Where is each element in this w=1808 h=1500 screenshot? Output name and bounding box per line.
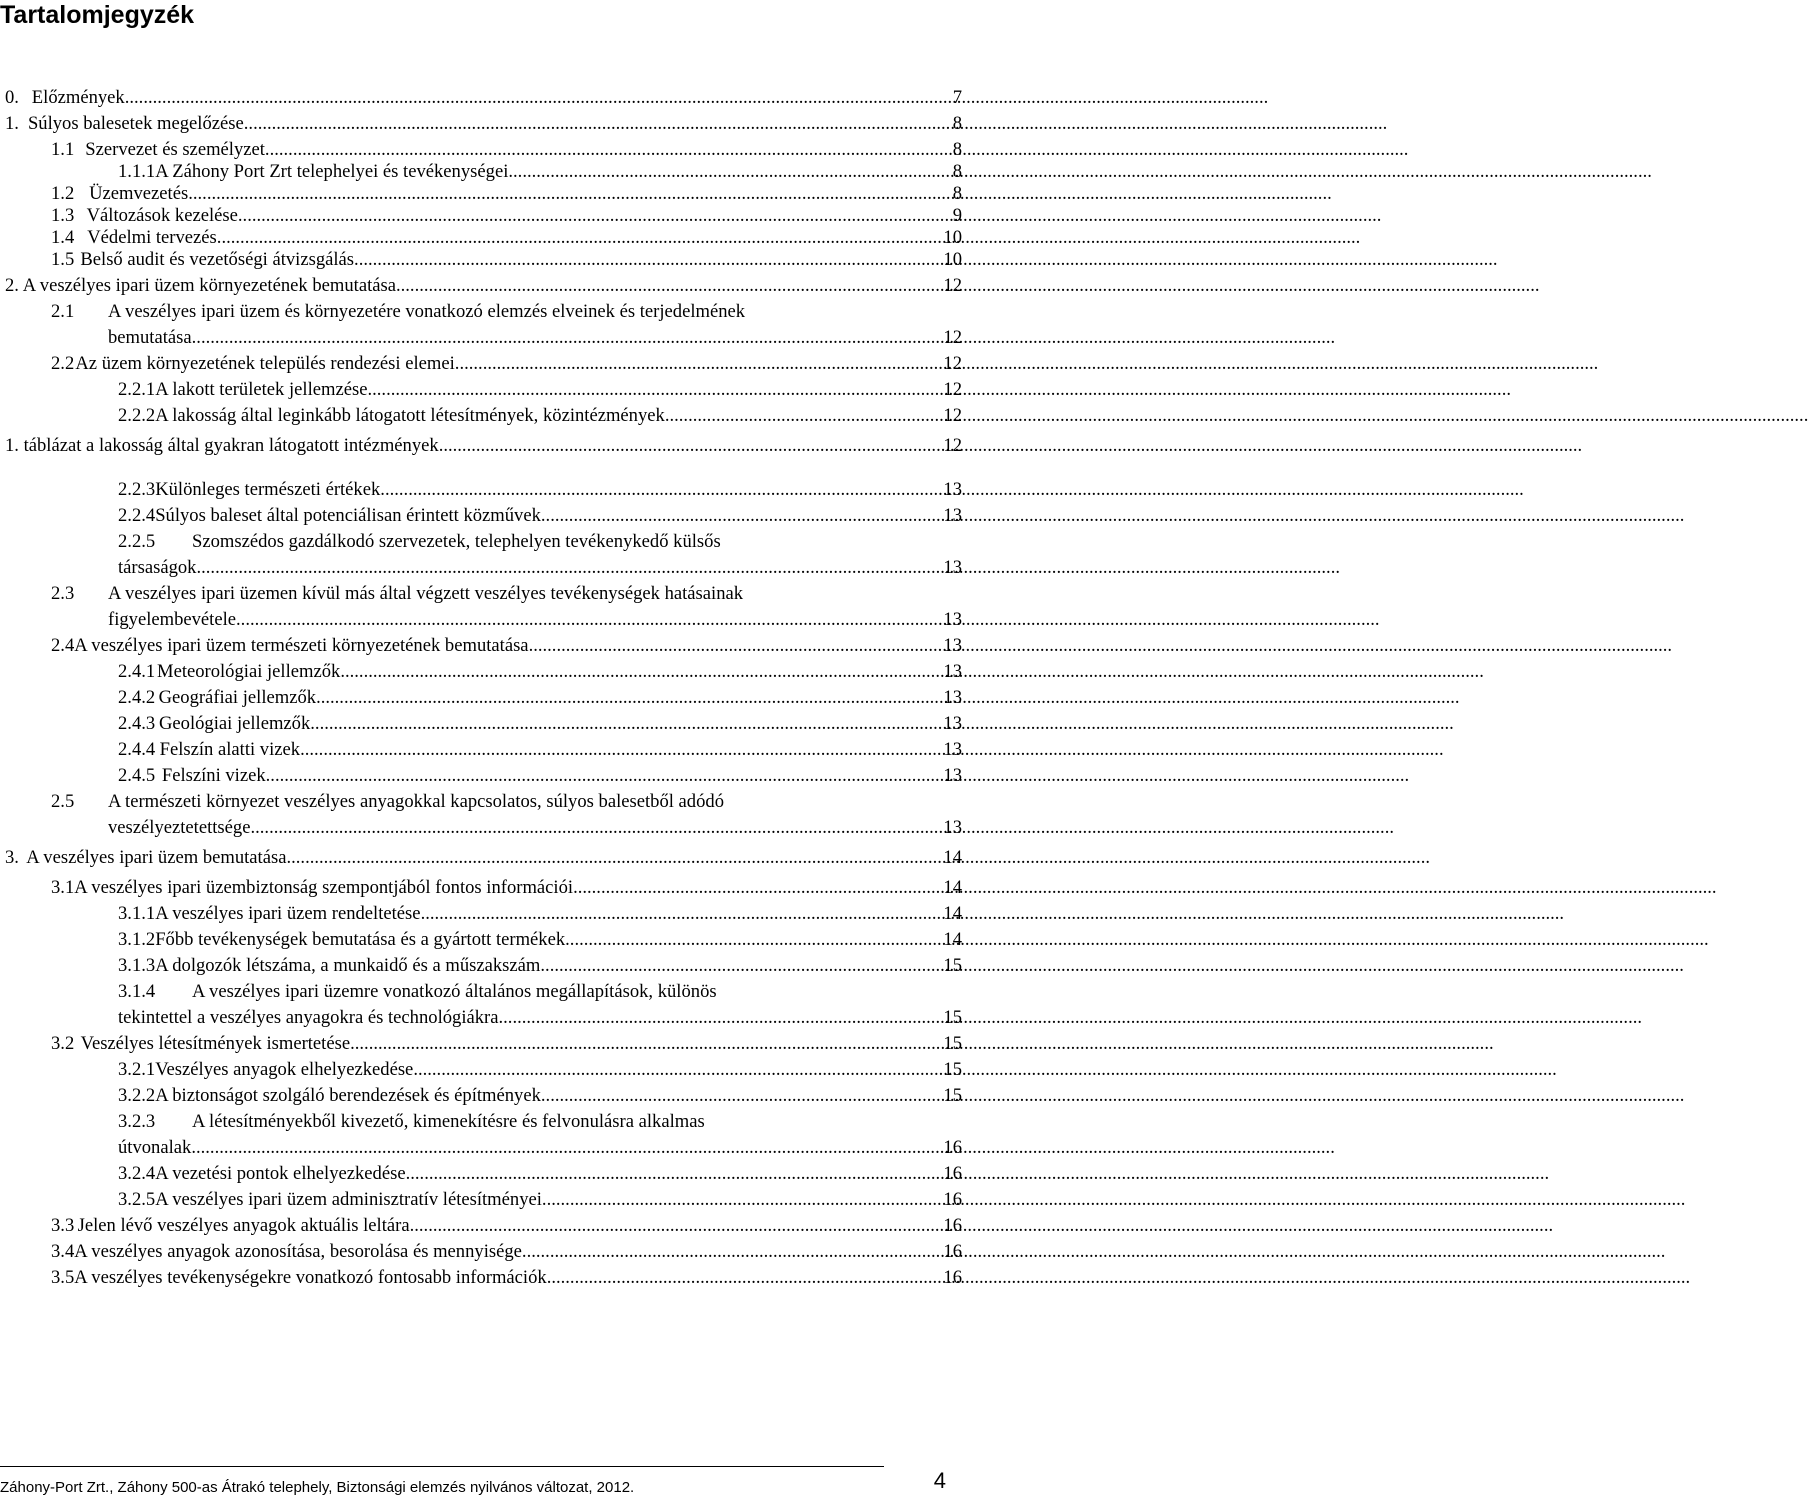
toc-entry[interactable]: [51, 300, 962, 324]
toc-entry-number: 1.3: [51, 205, 75, 226]
toc-leader-dots: [300, 738, 943, 762]
toc-entry-title: A veszélyes ipari üzem környezetének bemutatása: [22, 275, 396, 296]
toc-entry-title: A veszélyes ipari üzem adminisztratív létesítményei: [155, 1189, 542, 1210]
toc-entry-page: 13: [943, 505, 962, 526]
toc-entry-title-continued: társaságok: [118, 557, 197, 578]
toc-entry[interactable]: [51, 352, 962, 376]
toc-entry[interactable]: [51, 1240, 962, 1264]
toc-entry-title: A veszélyes ipari üzem bemutatása: [26, 847, 287, 868]
toc-entry-number: 1.4: [51, 227, 75, 248]
toc-entry[interactable]: [51, 226, 962, 250]
toc-entry-page: 13: [943, 817, 962, 838]
toc-entry[interactable]: [118, 954, 962, 978]
toc-entry[interactable]: [5, 86, 962, 110]
toc-entry-page: 13: [943, 609, 962, 630]
toc-entry-title: A veszélyes ipari üzem és környezetére vonatkozó elemzés elveinek és terjedelmének: [108, 301, 746, 322]
toc-entry-continuation[interactable]: [118, 556, 962, 580]
toc-entry-title: A vezetési pontok elhelyezkedése: [155, 1163, 406, 1184]
toc-entry-page: 12: [943, 353, 962, 374]
toc-entry-page: 14: [943, 847, 962, 868]
toc-leader-dots: [310, 712, 943, 736]
toc-leader-dots: [236, 608, 943, 632]
toc-entry-page: 13: [943, 687, 962, 708]
toc-leader-dots: [367, 378, 943, 402]
toc-leader-dots: [238, 204, 953, 228]
toc-entry-number: 2.2.5: [118, 531, 156, 552]
toc-entry[interactable]: [5, 434, 962, 458]
toc-entry[interactable]: [118, 980, 962, 1004]
toc-entry-title: A veszélyes ipari üzemre vonatkozó általános megállapítások, különös: [192, 981, 717, 1002]
toc-entry[interactable]: [51, 582, 962, 606]
toc-entry-continuation[interactable]: [108, 608, 962, 632]
toc-entry[interactable]: [118, 660, 962, 684]
toc-entry-title: A veszélyes ipari üzem rendeltetése: [155, 903, 421, 924]
toc-entry[interactable]: [51, 1032, 962, 1056]
toc-entry-title: Jelen lévő veszélyes anyagok aktuális leltára: [77, 1215, 410, 1236]
toc-entry-page: 13: [943, 635, 962, 656]
toc-entry-title: A természeti környezet veszélyes anyagokkal kapcsolatos, súlyos balesetből adódó: [108, 791, 724, 812]
toc-entry-title: Szomszédos gazdálkodó szervezetek, telephelyen tevékenykedő külsős: [192, 531, 721, 552]
toc-entry-number: 3.1.1: [118, 903, 156, 924]
page-title: Tartalomjegyzék: [0, 1, 195, 29]
toc-entry-page: 14: [943, 929, 962, 950]
toc-entry[interactable]: [118, 928, 962, 952]
toc-entry[interactable]: [51, 138, 962, 162]
toc-entry[interactable]: [5, 274, 962, 298]
toc-leader-dots: [350, 1032, 943, 1056]
toc-entry-page: 15: [943, 1033, 962, 1054]
toc-entry-number: 3.4: [51, 1241, 75, 1262]
toc-entry-number: 3.1.3: [118, 955, 156, 976]
toc-entry-number: 2.2.4: [118, 505, 156, 526]
toc-entry-page: 13: [943, 479, 962, 500]
toc-entry[interactable]: [118, 1084, 962, 1108]
toc-entry-page: 12: [943, 379, 962, 400]
toc-entry-title: Súlyos baleset által potenciálisan érintett közművek: [155, 505, 541, 526]
toc-leader-dots: [439, 434, 944, 458]
toc-entry[interactable]: [5, 846, 962, 870]
toc-entry-title: A lakosság által leginkább látogatott létesítmények, közintézmények: [155, 405, 665, 426]
toc-entry-title: Felszíni vizek: [161, 765, 266, 786]
toc-entry-number: 2.2.3: [118, 479, 156, 500]
toc-entry-number: 2.2: [51, 353, 75, 374]
toc-entry-page: 14: [943, 877, 962, 898]
toc-leader-dots: [542, 1188, 943, 1212]
toc-leader-dots: [380, 478, 943, 502]
toc-entry[interactable]: [118, 1058, 962, 1082]
toc-leader-dots: [316, 686, 943, 710]
toc-entry-page: 10: [943, 227, 962, 248]
toc-entry-title: A veszélyes ipari üzem természeti környezetének bemutatása: [74, 635, 529, 656]
toc-entry[interactable]: [51, 790, 962, 814]
toc-entry[interactable]: [51, 1266, 962, 1290]
toc-entry-page: 12: [943, 275, 962, 296]
toc-entry-page: 16: [943, 1215, 962, 1236]
toc-entry-number: 2.4.2: [118, 687, 156, 708]
toc-entry-title: Belső audit és vezetőségi átvizsgálás: [80, 249, 355, 270]
toc-entry[interactable]: [118, 1188, 962, 1212]
toc-entry[interactable]: [118, 764, 962, 788]
toc-entry-title: Üzemvezetés: [89, 183, 189, 204]
toc-entry-title: Meteorológiai jellemzők: [157, 661, 341, 682]
toc-entry-title-continued: figyelembevétele: [108, 609, 237, 630]
toc-leader-dots: [125, 86, 953, 110]
toc-entry-title: Súlyos balesetek megelőzése: [27, 113, 244, 134]
toc-entry-number: 2.4.1: [118, 661, 156, 682]
toc-leader-dots: [191, 1136, 943, 1160]
toc-entry-page: 14: [943, 903, 962, 924]
footer-text: Záhony-Port Zrt., Záhony 500-as Átrakó telephely, Biztonsági elemzés nyilvános változat, 2012.: [0, 1479, 635, 1496]
toc-entry-continuation[interactable]: [108, 816, 962, 840]
toc-entry-page: 15: [943, 955, 962, 976]
toc-entry-title-continued: veszélyeztetettsége: [108, 817, 251, 838]
toc-entry-number: 2.3: [51, 583, 75, 604]
toc-entry-title: Veszélyes anyagok elhelyezkedése: [155, 1059, 414, 1080]
toc-entry-page: 8: [952, 113, 962, 134]
toc-entry[interactable]: [5, 112, 962, 136]
toc-entry-number: 3.3: [51, 1215, 75, 1236]
toc-leader-dots: [286, 846, 943, 870]
toc-entry[interactable]: [118, 478, 962, 502]
toc-entry-page: 13: [943, 765, 962, 786]
toc-entry[interactable]: [118, 686, 962, 710]
toc-leader-dots: [266, 764, 944, 788]
toc-entry[interactable]: [51, 204, 962, 228]
toc-entry-number: 3.1: [51, 877, 75, 898]
toc-entry-title-continued: tekintettel a veszélyes anyagokra és technológiákra: [118, 1007, 499, 1028]
toc-entry[interactable]: [118, 378, 962, 402]
toc-entry-title: Szervezet és személyzet: [85, 139, 265, 160]
toc-entry-page: 15: [943, 1007, 962, 1028]
toc-entry[interactable]: [118, 738, 962, 762]
toc-entry-title: A dolgozók létszáma, a munkaidő és a műszakszám: [155, 955, 541, 976]
toc-entry-title: A veszélyes ipari üzemen kívül más által végzett veszélyes tevékenységek hatásainak: [108, 583, 744, 604]
toc-entry-continuation[interactable]: [108, 326, 962, 350]
toc-entry-number: 3.2.3: [118, 1111, 156, 1132]
toc-entry-page: 16: [943, 1163, 962, 1184]
toc-entry-page: 15: [943, 1085, 962, 1106]
toc-entry[interactable]: [118, 902, 962, 926]
toc-entry-title: A Záhony Port Zrt telephelyei és tevékenységei: [155, 161, 509, 182]
toc-leader-dots: [192, 326, 944, 350]
toc-entry-title-continued: bemutatása: [108, 327, 192, 348]
toc-entry[interactable]: [118, 1110, 962, 1134]
toc-entry-number: 3.5: [51, 1267, 75, 1288]
toc-entry-page: 13: [943, 739, 962, 760]
toc-leader-dots: [265, 138, 953, 162]
toc-entry-number: 3.1.4: [118, 981, 156, 1002]
page-number: 4: [933, 1468, 946, 1493]
toc-entry-page: 16: [943, 1267, 962, 1288]
toc-leader-dots: [413, 1058, 943, 1082]
toc-entry[interactable]: [118, 404, 962, 428]
toc-leader-dots: [455, 352, 944, 376]
toc-entry[interactable]: [118, 712, 962, 736]
toc-entry-title: 1. táblázat a lakosság által gyakran látogatott intézmények: [5, 435, 439, 456]
toc-entry-number: 2.2.2: [118, 405, 156, 426]
toc-leader-dots: [573, 876, 943, 900]
toc-entry-page: 16: [943, 1241, 962, 1262]
toc-entry-page: 10: [943, 249, 962, 270]
toc-entry[interactable]: [51, 182, 962, 206]
toc-entry-page: 7: [952, 87, 962, 108]
toc-entry-title: Változások kezelése: [86, 205, 238, 226]
toc-leader-dots: [406, 1162, 944, 1186]
toc-entry[interactable]: [118, 1162, 962, 1186]
toc-entry-title: Geográfiai jellemzők: [158, 687, 317, 708]
toc-leader-dots: [508, 160, 952, 184]
toc-entry-title: A veszélyes tevékenységekre vonatkozó fontosabb információk: [74, 1267, 547, 1288]
toc-entry-title-continued: útvonalak: [118, 1137, 192, 1158]
toc-entry-page: 16: [943, 1189, 962, 1210]
toc-entry-title: A biztonságot szolgáló berendezések és építmények: [155, 1085, 541, 1106]
toc-entry[interactable]: [51, 248, 962, 272]
toc-leader-dots: [217, 226, 944, 250]
toc-entry-title: Előzmények: [31, 87, 125, 108]
toc-entry[interactable]: [51, 1214, 962, 1238]
toc-leader-dots: [541, 504, 944, 528]
toc-leader-dots: [396, 274, 943, 298]
toc-entry-number: 0.: [5, 87, 19, 108]
footer-divider: [0, 1466, 884, 1467]
toc-entry-number: 1.5: [51, 249, 75, 270]
toc-entry-number: 2.5: [51, 791, 75, 812]
toc-entry-title: Geológiai jellemzők: [158, 713, 311, 734]
toc-leader-dots: [540, 954, 943, 978]
toc-leader-dots: [188, 182, 952, 206]
toc-entry-title: Az üzem környezetének település rendezési elemei: [75, 353, 455, 374]
toc-entry-number: 1.1: [51, 139, 75, 160]
toc-entry[interactable]: [51, 876, 962, 900]
toc-entry-number: 3.: [5, 847, 19, 868]
toc-entry-title: A veszélyes anyagok azonosítása, besorolása és mennyisége: [74, 1241, 522, 1262]
toc-entry[interactable]: [118, 160, 962, 184]
toc-leader-dots: [529, 634, 944, 658]
toc-entry-title: A létesítményekből kivezető, kimenekítésre és felvonulásra alkalmas: [192, 1111, 705, 1132]
toc-entry-title: A lakott területek jellemzése: [155, 379, 368, 400]
toc-leader-dots: [665, 404, 944, 428]
toc-leader-dots: [340, 660, 943, 684]
toc-leader-dots: [499, 1006, 944, 1030]
toc-entry-page: 12: [943, 435, 962, 456]
toc-entry-page: 8: [952, 183, 962, 204]
toc-entry-number: 2.2.1: [118, 379, 156, 400]
toc-entry-number: 2.4.4: [118, 739, 156, 760]
toc-leader-dots: [196, 556, 943, 580]
toc-leader-dots: [410, 1214, 944, 1238]
toc-entry-title: A veszélyes ipari üzembiztonság szempontjából fontos információi: [74, 877, 574, 898]
toc-entry-number: 3.2.5: [118, 1189, 156, 1210]
toc-leader-dots: [547, 1266, 944, 1290]
toc-entry-page: 12: [943, 327, 962, 348]
toc-entry-number: 2.4.5: [118, 765, 156, 786]
toc-entry-number: 3.2.1: [118, 1059, 156, 1080]
toc-entry[interactable]: [118, 530, 962, 554]
toc-entry-number: 3.2: [51, 1033, 75, 1054]
toc-leader-dots: [565, 928, 943, 952]
toc-leader-dots: [541, 1084, 944, 1108]
toc-entry-page: 15: [943, 1059, 962, 1080]
toc-entry-continuation[interactable]: [118, 1136, 962, 1160]
toc-entry-number: 2.1: [51, 301, 75, 322]
toc-entry-number: 2.4.3: [118, 713, 156, 734]
toc-entry-number: 1.1.1: [118, 161, 156, 182]
toc-entry-title: Felszín alatti vizek: [159, 739, 301, 760]
toc-entry-number: 2.4: [51, 635, 75, 656]
toc-entry-page: 13: [943, 661, 962, 682]
toc-entry-page: 13: [943, 557, 962, 578]
toc-entry-title: Veszélyes létesítmények ismertetése: [80, 1033, 351, 1054]
toc-entry-title: Főbb tevékenységek bemutatása és a gyártott termékek: [155, 929, 566, 950]
toc-leader-dots: [522, 1240, 943, 1264]
toc-entry-page: 13: [943, 713, 962, 734]
toc-entry[interactable]: [118, 504, 962, 528]
toc-entry-title: Védelmi tervezés: [87, 227, 217, 248]
toc-entry-page: 16: [943, 1137, 962, 1158]
toc-entry-number: 1.2: [51, 183, 75, 204]
toc-entry-page: 8: [952, 139, 962, 160]
toc-entry-page: 12: [943, 405, 962, 426]
toc-entry-number: 3.2.4: [118, 1163, 156, 1184]
toc-entry-number: 1.: [5, 113, 19, 134]
toc-leader-dots: [250, 816, 943, 840]
toc-entry[interactable]: [51, 634, 962, 658]
toc-entry-page: 8: [952, 161, 962, 182]
toc-entry-number: 2.: [5, 275, 19, 296]
toc-entry-title: Különleges természeti értékek: [155, 479, 381, 500]
toc-entry-number: 3.2.2: [118, 1085, 156, 1106]
toc-leader-dots: [421, 902, 944, 926]
toc-entry-number: 3.1.2: [118, 929, 156, 950]
toc-leader-dots: [354, 248, 943, 272]
toc-entry-continuation[interactable]: [118, 1006, 962, 1030]
toc-leader-dots: [244, 112, 953, 136]
toc-entry-page: 9: [952, 205, 962, 226]
